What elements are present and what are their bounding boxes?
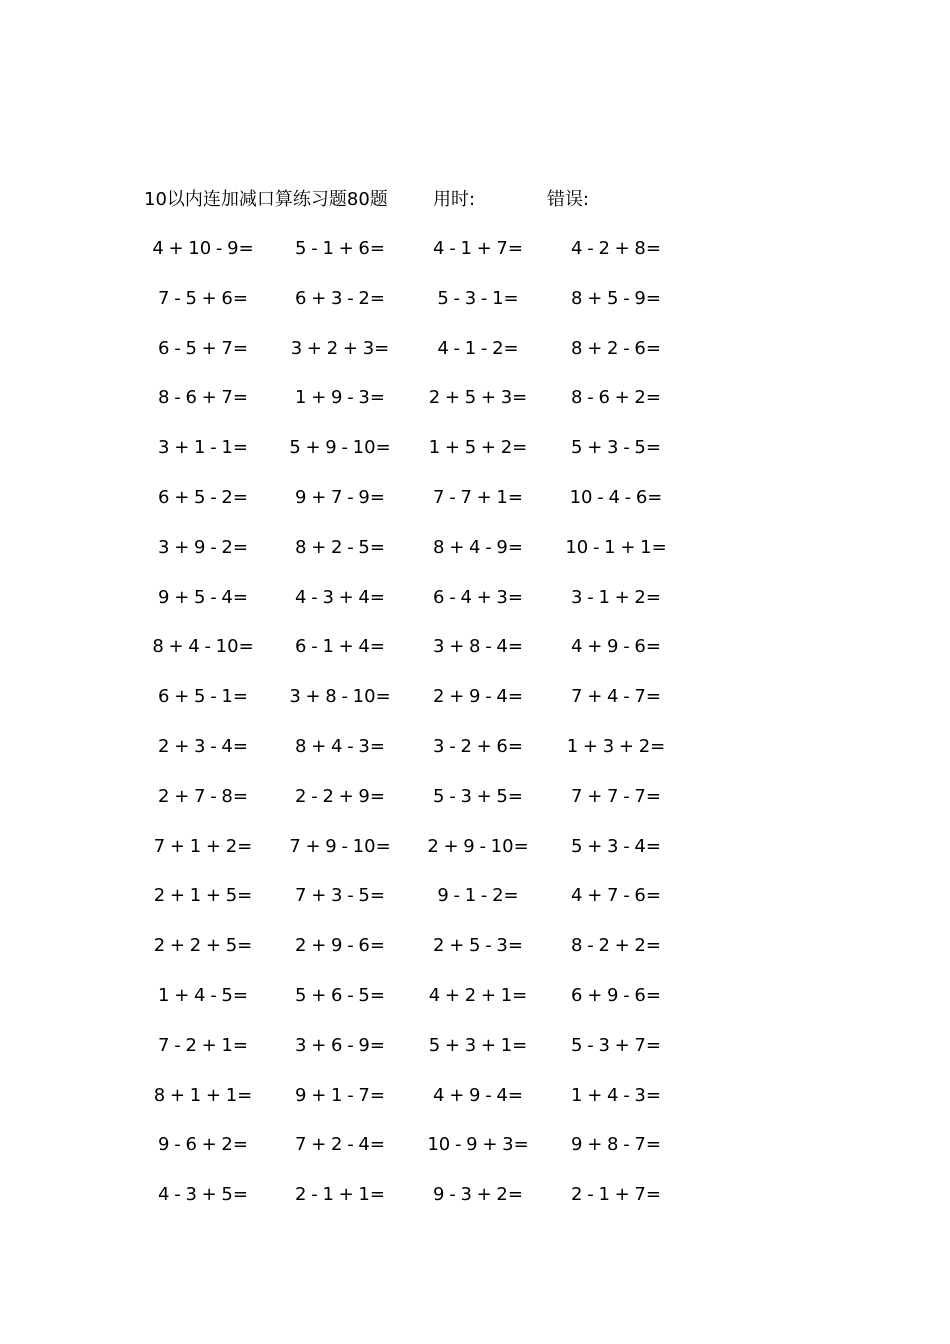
problem-item: 8 + 4 - 3= <box>295 735 385 757</box>
problem-item: 5 + 9 - 10= <box>289 437 391 459</box>
problem-row <box>0 782 950 832</box>
problem-item: 4 + 10 - 9= <box>152 238 254 259</box>
problem-item: 7 - 5 + 6= <box>158 287 248 309</box>
problem-row <box>0 483 950 533</box>
problem-item: 3 + 2 + 3= <box>290 337 390 359</box>
problem-item: 4 + 9 - 6= <box>571 636 661 658</box>
problem-item: 4 - 3 + 5= <box>158 1184 248 1206</box>
problem-item: 7 + 3 - 5= <box>295 885 385 907</box>
problem-item: 8 - 2 + 2= <box>571 935 661 957</box>
problem-item: 7 + 4 - 7= <box>571 686 661 708</box>
problem-item: 9 + 7 - 9= <box>295 486 385 508</box>
problem-item: 2 + 9 - 6= <box>295 935 385 957</box>
problem-item: 5 + 3 - 4= <box>571 835 661 857</box>
problem-item: 3 + 1 - 1= <box>158 437 248 459</box>
problem-item: 2 + 3 - 4= <box>158 735 248 757</box>
problem-item: 8 - 6 + 7= <box>158 387 248 409</box>
problem-item: 2 - 1 + 7= <box>571 1184 661 1206</box>
problem-row <box>0 682 950 732</box>
problem-item: 2 + 1 + 5= <box>153 885 253 907</box>
problem-item: 8 + 2 - 6= <box>571 337 661 359</box>
problem-item: 5 + 3 - 5= <box>571 437 661 459</box>
problem-grid <box>0 234 950 1230</box>
problem-item: 5 - 3 - 1= <box>437 287 519 309</box>
problem-item: 8 + 4 - 10= <box>152 636 254 658</box>
problem-item: 3 + 8 - 4= <box>433 636 523 658</box>
problem-row <box>0 981 950 1031</box>
problem-item: 1 + 3 + 2= <box>566 735 666 757</box>
problem-item: 4 - 1 + 7= <box>433 238 523 259</box>
problem-item: 4 - 3 + 4= <box>295 586 385 608</box>
problem-row <box>0 1180 950 1230</box>
problem-item: 2 + 9 - 4= <box>433 686 523 708</box>
problem-row <box>0 234 950 284</box>
problem-item: 3 + 6 - 9= <box>295 1034 385 1056</box>
problem-item: 5 - 1 + 6= <box>295 238 385 259</box>
problem-item: 3 - 2 + 6= <box>433 735 523 757</box>
problem-item: 7 + 2 - 4= <box>295 1134 385 1156</box>
problem-item: 10 - 9 + 3= <box>427 1134 529 1156</box>
problem-item: 2 + 2 + 5= <box>153 935 253 957</box>
problem-row <box>0 1031 950 1081</box>
problem-item: 6 - 1 + 4= <box>295 636 385 658</box>
problem-item: 10 - 4 - 6= <box>569 486 663 508</box>
problem-item: 8 + 5 - 9= <box>571 287 661 309</box>
problem-item: 1 + 4 - 3= <box>571 1084 661 1106</box>
problem-item: 5 + 6 - 5= <box>295 984 385 1006</box>
problem-item: 2 - 1 + 1= <box>295 1184 385 1206</box>
problem-item: 6 - 4 + 3= <box>433 586 523 608</box>
problem-row <box>0 433 950 483</box>
problem-item: 2 + 9 - 10= <box>427 835 529 857</box>
problem-item: 5 + 3 + 1= <box>428 1034 528 1056</box>
problem-item: 4 + 7 - 6= <box>571 885 661 907</box>
problem-item: 3 + 8 - 10= <box>289 686 391 708</box>
problem-item: 7 + 7 - 7= <box>571 785 661 807</box>
problem-item: 1 + 5 + 2= <box>428 437 528 459</box>
problem-item: 4 - 1 - 2= <box>437 337 519 359</box>
problem-item: 2 + 7 - 8= <box>158 785 248 807</box>
problem-item: 2 + 5 + 3= <box>428 387 528 409</box>
problem-item: 2 - 2 + 9= <box>295 785 385 807</box>
problem-row <box>0 931 950 981</box>
problem-item: 8 + 4 - 9= <box>433 536 523 558</box>
problem-item: 9 - 1 - 2= <box>437 885 519 907</box>
problem-row <box>0 284 950 334</box>
problem-item: 6 + 5 - 1= <box>158 686 248 708</box>
problem-item: 3 + 9 - 2= <box>158 536 248 558</box>
problem-row <box>0 383 950 433</box>
problem-item: 5 - 3 + 5= <box>433 785 523 807</box>
problem-row <box>0 533 950 583</box>
worksheet-title: 10以内连加减口算练习题80题 <box>144 189 388 210</box>
problem-item: 4 + 9 - 4= <box>433 1084 523 1106</box>
problem-item: 8 - 6 + 2= <box>571 387 661 409</box>
problem-item: 5 - 3 + 7= <box>571 1034 661 1056</box>
problem-row <box>0 1081 950 1131</box>
problem-item: 1 + 4 - 5= <box>158 984 248 1006</box>
problem-item: 9 - 6 + 2= <box>158 1134 248 1156</box>
problem-item: 7 + 1 + 2= <box>153 835 253 857</box>
problem-row <box>0 732 950 782</box>
problem-item: 8 + 2 - 5= <box>295 536 385 558</box>
problem-item: 4 + 2 + 1= <box>428 984 528 1006</box>
problem-item: 10 - 1 + 1= <box>565 536 667 558</box>
problem-row <box>0 632 950 682</box>
problem-item: 1 + 9 - 3= <box>295 387 385 409</box>
time-label: 用时: <box>433 189 476 210</box>
problem-row <box>0 1130 950 1180</box>
problem-item: 6 + 5 - 2= <box>158 486 248 508</box>
problem-row <box>0 881 950 931</box>
problem-item: 6 + 3 - 2= <box>295 287 385 309</box>
problem-item: 6 - 5 + 7= <box>158 337 248 359</box>
problem-item: 9 + 8 - 7= <box>571 1134 661 1156</box>
problem-item: 9 + 1 - 7= <box>295 1084 385 1106</box>
problem-item: 7 - 7 + 1= <box>433 486 523 508</box>
problem-row <box>0 334 950 384</box>
problem-item: 6 + 9 - 6= <box>571 984 661 1006</box>
problem-item: 8 + 1 + 1= <box>153 1084 253 1106</box>
problem-item: 9 + 5 - 4= <box>158 586 248 608</box>
error-label: 错误: <box>547 189 590 210</box>
problem-item: 3 - 1 + 2= <box>571 586 661 608</box>
problem-item: 7 - 2 + 1= <box>158 1034 248 1056</box>
problem-item: 4 - 2 + 8= <box>571 238 661 259</box>
problem-item: 7 + 9 - 10= <box>289 835 391 857</box>
problem-item: 2 + 5 - 3= <box>433 935 523 957</box>
problem-row <box>0 832 950 882</box>
problem-item: 9 - 3 + 2= <box>433 1184 523 1206</box>
problem-row <box>0 583 950 633</box>
